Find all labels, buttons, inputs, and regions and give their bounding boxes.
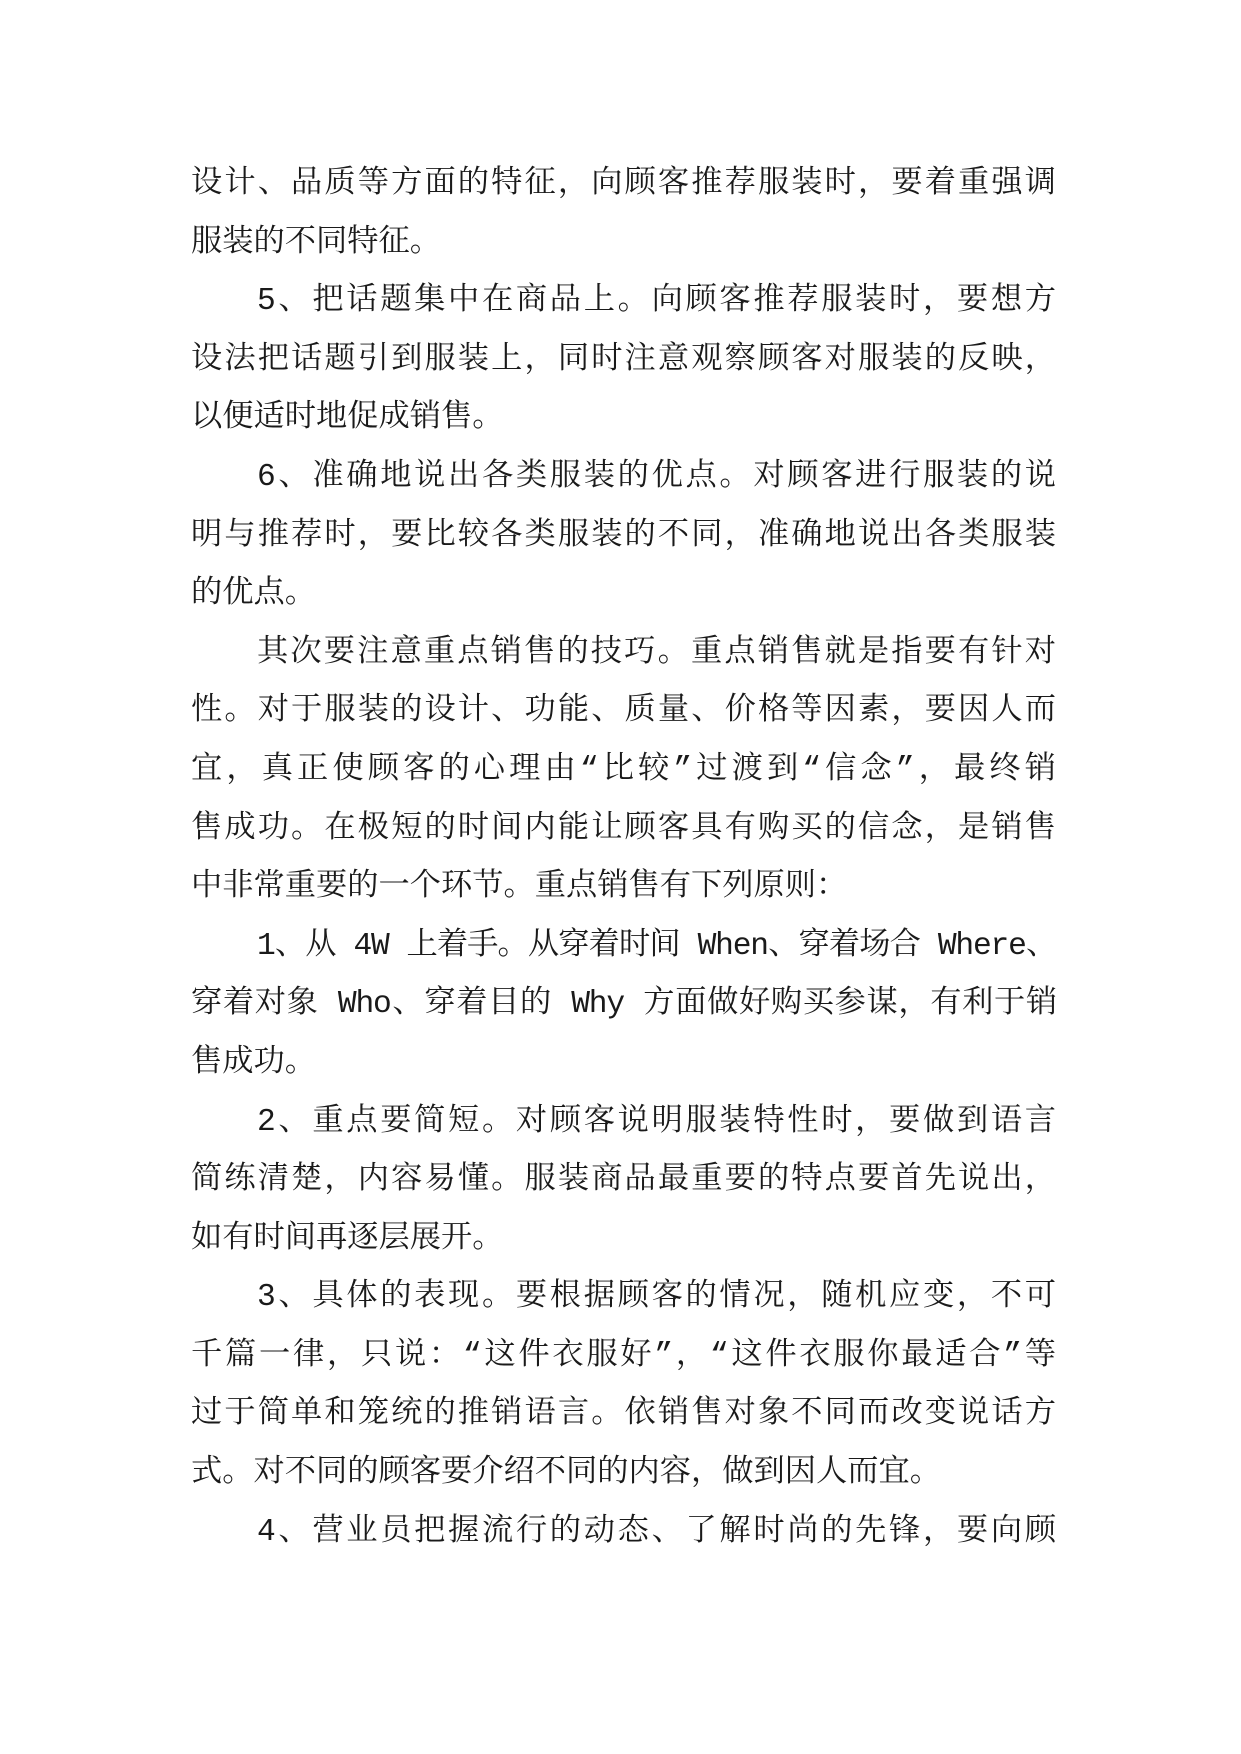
paragraph: [191, 625, 1056, 918]
text-line: 的优点。: [191, 577, 316, 613]
text-line: 过于简单和笼统的推销语言。依销售对象不同而改变说话方: [191, 1397, 1056, 1433]
paragraph: [191, 1269, 1056, 1503]
text-line: 1、从 4W 上着手。从穿着时间 When、穿着场合 Where、: [257, 928, 1056, 964]
paragraph: [191, 1504, 1056, 1563]
text-line: 简练清楚，内容易懂。服装商品最重要的特点要首先说出，: [191, 1163, 1056, 1199]
text-line: 如有时间再逐层展开。: [191, 1221, 504, 1257]
text-line: 宜，真正使顾客的心理由“比较”过渡到“信念”，最终销: [191, 752, 1056, 788]
paragraph: [191, 273, 1056, 449]
paragraph: [191, 1094, 1056, 1270]
paragraph: [191, 918, 1056, 1094]
text-line: 服装的不同特征。: [191, 225, 441, 261]
text-line: 4、营业员把握流行的动态、了解时尚的先锋，要向顾: [257, 1514, 1056, 1550]
text-line: 其次要注意重点销售的技巧。重点销售就是指要有针对: [257, 635, 1056, 671]
text-line: 千篇一律，只说：“这件衣服好”，“这件衣服你最适合”等: [191, 1338, 1056, 1374]
text-line: 设计、品质等方面的特征，向顾客推荐服装时，要着重强调: [191, 167, 1056, 202]
text-line: 穿着对象 Who、穿着目的 Why 方面做好购买参谋，有利于销: [191, 987, 1056, 1023]
text-line: 售成功。: [191, 1045, 316, 1081]
text-line: 设法把话题引到服装上，同时注意观察顾客对服装的反映，: [191, 342, 1056, 378]
text-line: 性。对于服装的设计、功能、质量、价格等因素，要因人而: [191, 694, 1056, 730]
text-line: 6、准确地说出各类服装的优点。对顾客进行服装的说: [257, 459, 1056, 495]
text-line: 明与推荐时，要比较各类服装的不同，准确地说出各类服装: [191, 518, 1056, 554]
text-line: 式。对不同的顾客要介绍不同的内容，做到因人而宜。: [191, 1456, 941, 1492]
text-line: 3、具体的表现。要根据顾客的情况，随机应变，不可: [257, 1280, 1056, 1316]
text-line: 以便适时地促成销售。: [191, 401, 504, 437]
text-line: 5、把话题集中在商品上。向顾客推荐服装时，要想方: [257, 284, 1056, 320]
text-line: 售成功。在极短的时间内能让顾客具有购买的信念，是销售: [191, 811, 1056, 847]
paragraph: [191, 156, 1056, 273]
paragraph: [191, 449, 1056, 625]
text-line: 2、重点要简短。对顾客说明服装特性时，要做到语言: [257, 1104, 1056, 1140]
text-line: 中非常重要的一个环节。重点销售有下列原则：: [191, 870, 848, 906]
